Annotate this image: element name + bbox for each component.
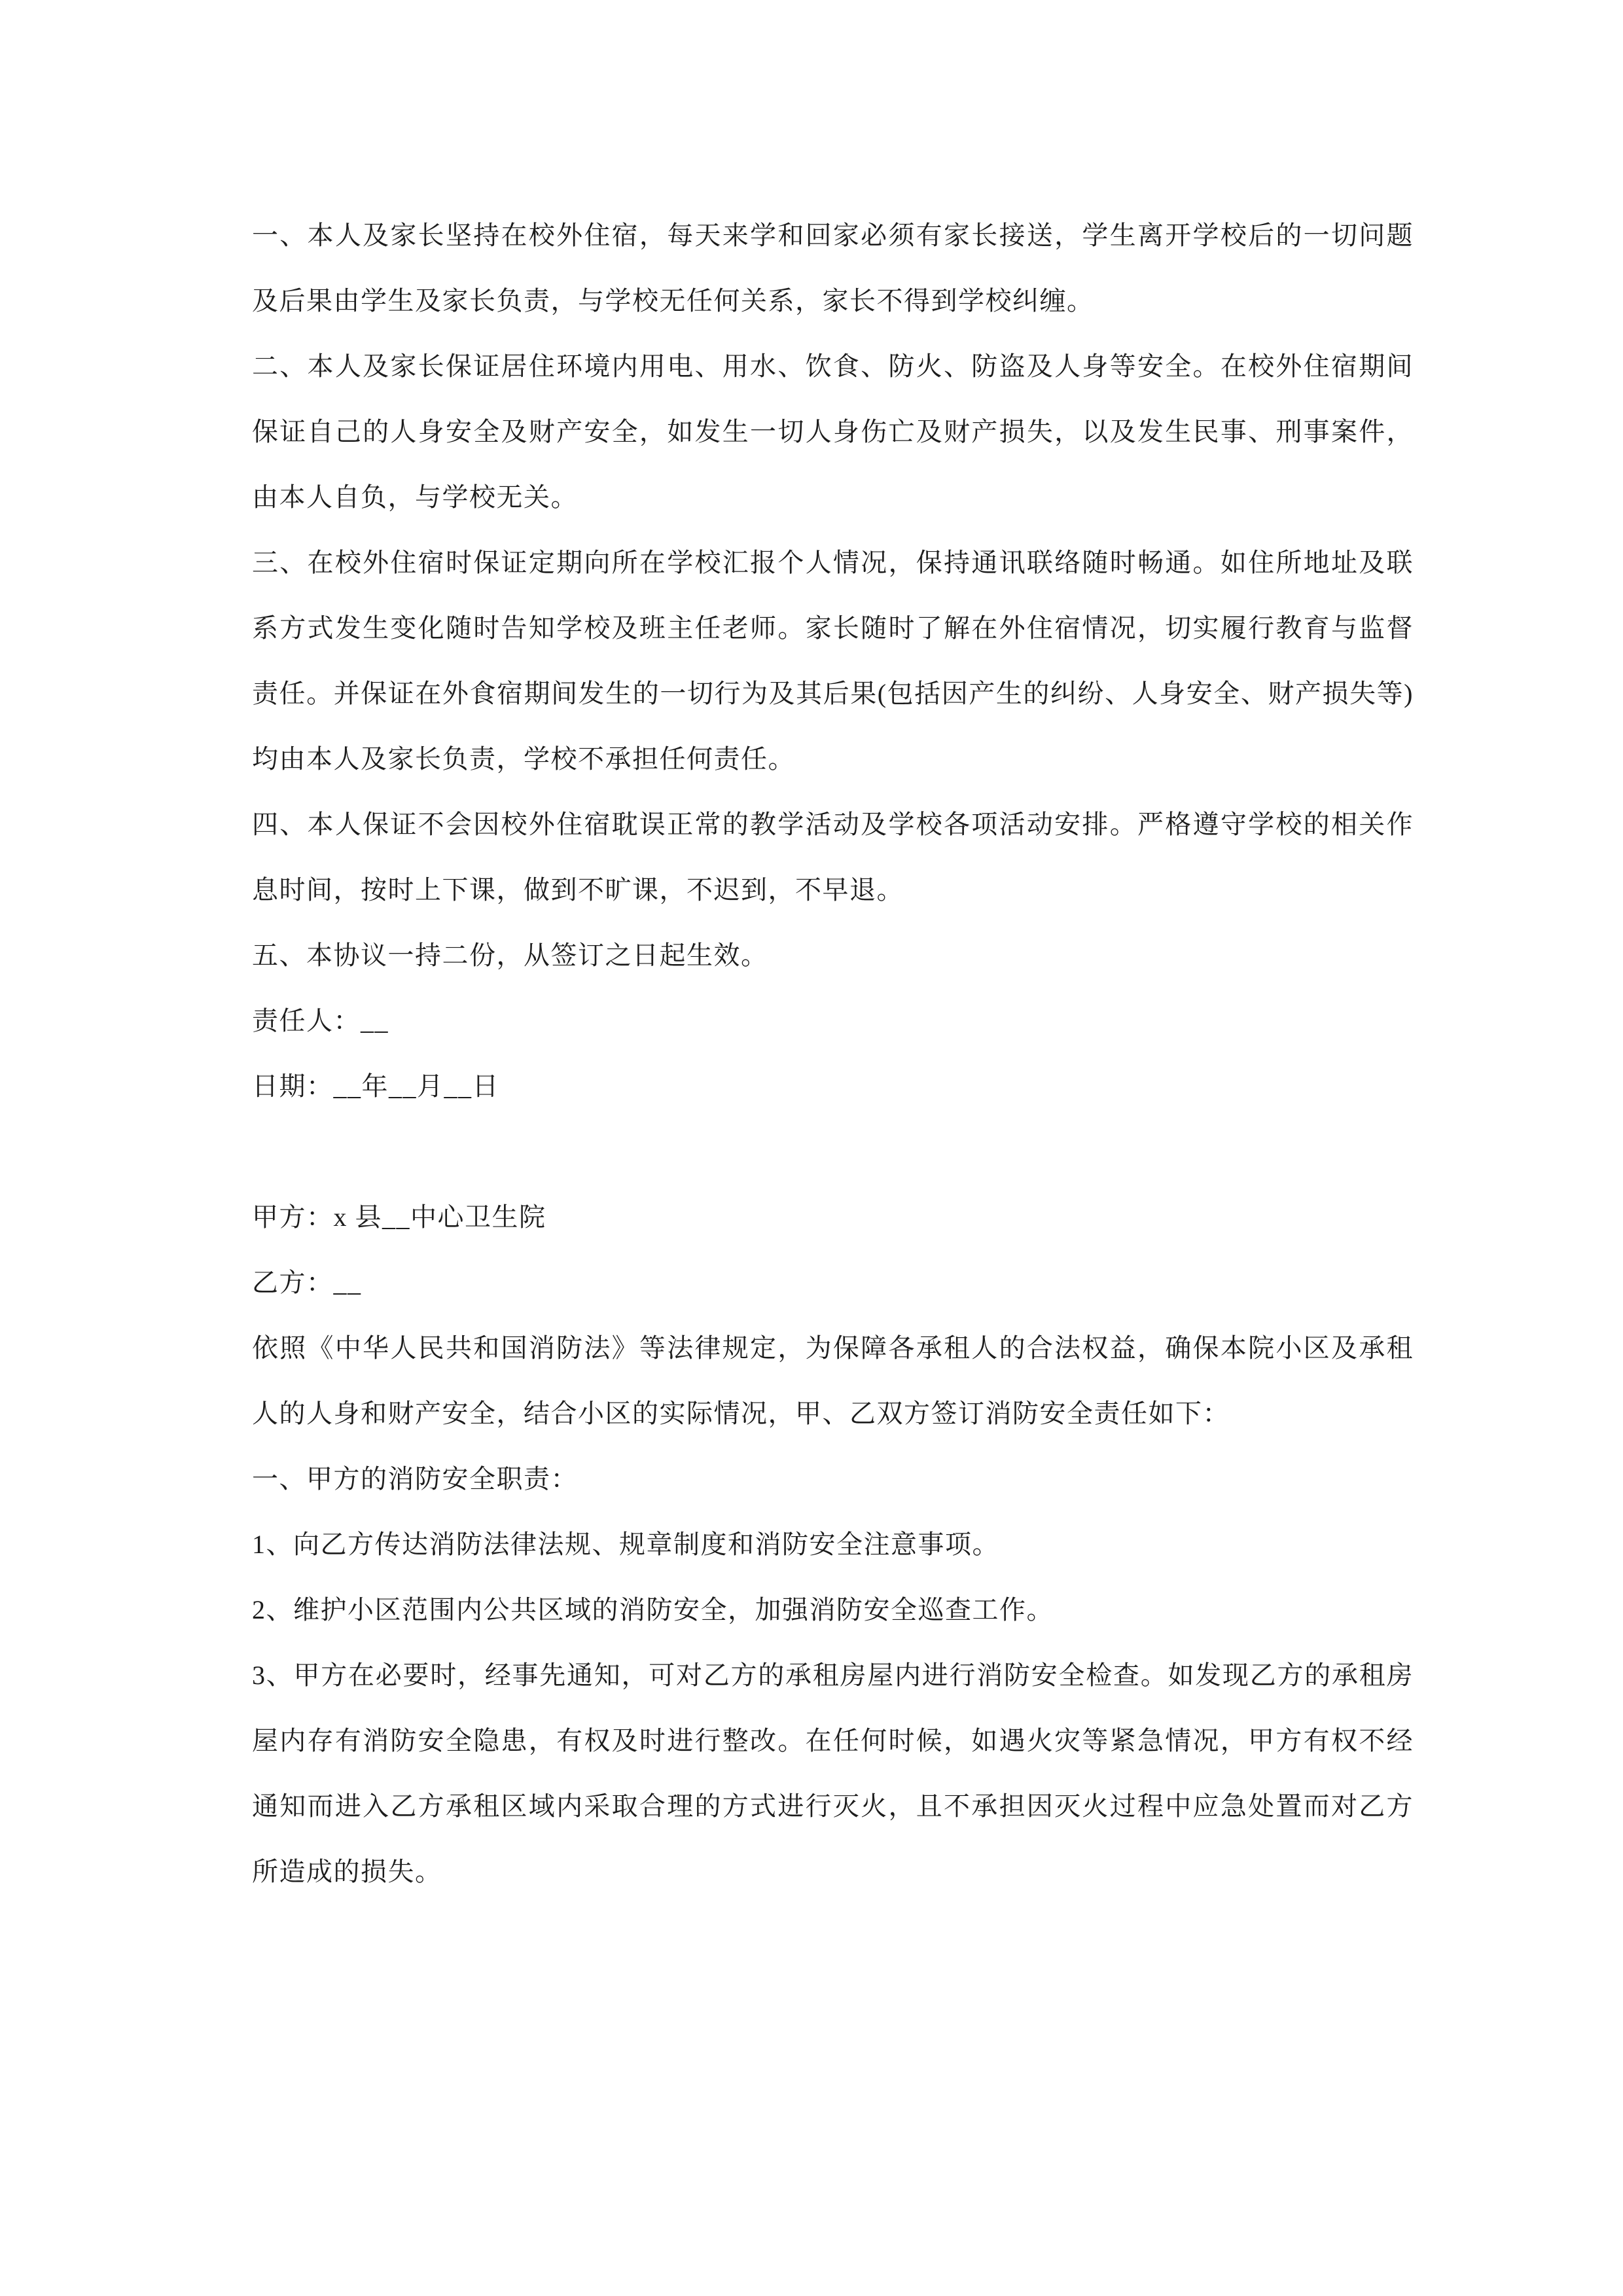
- party-b-line: 乙方：__: [252, 1268, 362, 1297]
- duty-item-2: 2、维护小区范围内公共区域的消防安全，加强消防安全巡查工作。: [252, 1595, 1054, 1624]
- fire-safety-preamble: 依照《中华人民共和国消防法》等法律规定，为保障各承租人的合法权益，确保本院小区及承租人的人身和财产安全，结合小区的实际情况，甲、乙双方签订消防安全责任如下：: [252, 1333, 1414, 1428]
- clause-five: 五、本协议一持二份，从签订之日起生效。: [252, 941, 768, 970]
- clause-two: 二、本人及家长保证居住环境内用电、用水、饮食、防火、防盗及人身等安全。在校外住宿期间保证自己的人身安全及财产安全，如发生一切人身伤亡及财产损失，以及发生民事、刑事案件，由本人自负，与学校无关。: [252, 351, 1414, 512]
- date-line: 日期：__年__月__日: [252, 1071, 499, 1101]
- clause-one: 一、本人及家长坚持在校外住宿，每天来学和回家必须有家长接送，学生离开学校后的一切问题及后果由学生及家长负责，与学校无任何关系，家长不得到学校纠缠。: [252, 221, 1414, 315]
- document-body: [252, 203, 1414, 1905]
- duty-item-1: 1、向乙方传达消防法律法规、规章制度和消防安全注意事项。: [252, 1530, 999, 1559]
- party-a-duties-heading: 一、甲方的消防安全职责：: [252, 1464, 578, 1494]
- responsible-person-line: 责任人：__: [252, 1006, 389, 1035]
- clause-four: 四、本人保证不会因校外住宿耽误正常的教学活动及学校各项活动安排。严格遵守学校的相关作息时间，按时上下课，做到不旷课，不迟到，不早退。: [252, 810, 1414, 905]
- duty-item-3: 3、甲方在必要时，经事先通知，可对乙方的承租房屋内进行消防安全检查。如发现乙方的承租房屋内存有消防安全隐患，有权及时进行整改。在任何时候，如遇火灾等紧急情况，甲方有权不经通知而进入乙方承租区域内采取合理的方式进行灭火，且不承担因灭火过程中应急处置而对乙方所造成的损失。: [252, 1660, 1414, 1886]
- party-a-line: 甲方：x 县__中心卫生院: [252, 1202, 546, 1232]
- clause-three: 三、在校外住宿时保证定期向所在学校汇报个人情况，保持通讯联络随时畅通。如住所地址及联系方式发生变化随时告知学校及班主任老师。家长随时了解在外住宿情况，切实履行教育与监督责任。并保证在外食宿期间发生的一切行为及其后果(包括因产生的纠纷、人身安全、财产损失等)均由本人及家长负责，学校不承担任何责任。: [252, 548, 1414, 774]
